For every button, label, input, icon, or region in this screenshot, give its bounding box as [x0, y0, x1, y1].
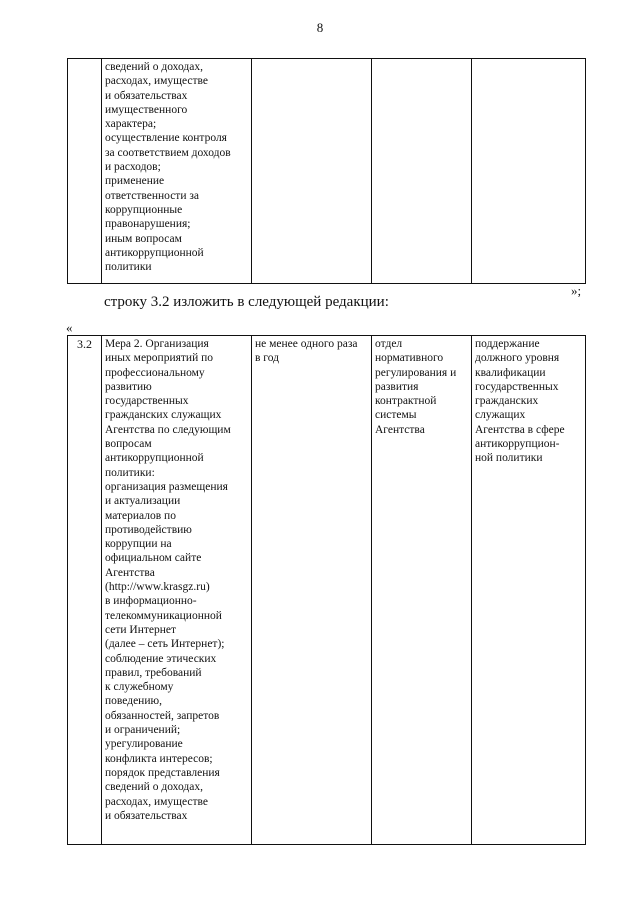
measure-line: ответственности за: [105, 189, 200, 202]
measure-line: применение: [105, 175, 165, 188]
measure-line: характера;: [105, 118, 157, 131]
measure-line: конфликта интересов;: [105, 752, 213, 765]
responsible-line: развития: [375, 380, 419, 393]
result-line: квалификации: [475, 366, 546, 379]
result-line: антикоррупцион-: [475, 438, 560, 451]
measure-line: сведений о доходах,: [105, 61, 203, 73]
result-line: поддержание: [475, 338, 540, 350]
result-line: Агентства в сфере: [475, 423, 565, 436]
measure-line: правонарушения;: [105, 218, 191, 231]
term-line: в год: [255, 352, 280, 365]
cell-measure: [102, 336, 252, 845]
cell-term: [252, 336, 372, 845]
measure-line: обязанностей, запретов: [105, 709, 220, 722]
measure-line: иных мероприятий по: [105, 352, 214, 365]
measure-line: расходах, имуществе: [105, 75, 209, 88]
responsible-line: нормативного: [375, 352, 444, 365]
cell-measure: [102, 59, 252, 284]
measure-line: иным вопросам: [105, 232, 182, 245]
measure-line: в информационно-: [105, 595, 197, 608]
measure-line: имущественного: [105, 103, 188, 116]
result-line: государственных: [475, 380, 559, 393]
measure-line: антикоррупционной: [105, 246, 204, 259]
measure-line: противодействию: [105, 523, 192, 536]
measure-line: коррупции на: [105, 538, 172, 551]
measure-line: официальном сайте: [105, 552, 202, 565]
cell-term: [252, 59, 372, 284]
measure-line: (http://www.krasgz.ru): [105, 581, 210, 594]
measure-line: и актуализации: [105, 495, 181, 508]
measure-line: политики: [105, 261, 152, 274]
measure-line: расходах, имуществе: [105, 795, 209, 808]
cell-number: 3.2: [68, 336, 102, 845]
measure-line: поведению,: [105, 695, 162, 708]
measure-line: соблюдение этических: [105, 652, 217, 665]
measure-line: коррупционные: [105, 203, 183, 216]
measure-line: профессиональному: [105, 366, 205, 379]
responsible-line: контрактной: [375, 395, 437, 408]
measure-line: урегулирование: [105, 738, 183, 751]
amendment-instruction: строку 3.2 изложить в следующей редакции:: [104, 294, 389, 310]
measure-line: организация размещения: [105, 480, 228, 493]
measure-line: политики:: [105, 466, 155, 479]
measure-line: за соответствием доходов: [105, 146, 231, 159]
measure-line: и обязательствах: [105, 809, 188, 822]
measure-line: сведений о доходах,: [105, 781, 203, 794]
responsible-line: Агентства: [375, 423, 425, 436]
measure-line: порядок представления: [105, 766, 220, 779]
measure-line: государственных: [105, 395, 189, 408]
result-line: должного уровня: [475, 352, 560, 365]
result-line: ной политики: [475, 452, 543, 465]
cell-result: [472, 336, 586, 845]
measure-line: правил, требований: [105, 666, 202, 679]
measure-line: Агентства по следующим: [105, 423, 231, 436]
previous-table-continuation: [67, 58, 586, 284]
measure-line: Мера 2. Организация: [105, 338, 209, 350]
page-number: 8: [316, 20, 324, 35]
measure-line: сети Интернет: [105, 623, 177, 636]
term-line: не менее одного раза: [255, 338, 358, 350]
row-3-2-table: [67, 335, 586, 845]
measure-line: (далее – сеть Интернет);: [105, 638, 225, 651]
table-row: [68, 59, 586, 284]
cell-responsible: [372, 336, 472, 845]
opening-quote: «: [66, 320, 73, 335]
cell-responsible: [372, 59, 472, 284]
measure-line: антикоррупционной: [105, 452, 204, 465]
table-row: [68, 336, 586, 845]
cell-number: [68, 59, 102, 284]
result-line: служащих: [475, 409, 526, 422]
measure-line: телекоммуникационной: [105, 609, 222, 622]
result-line: гражданских: [475, 395, 539, 408]
measure-line: развитию: [105, 380, 152, 393]
measure-line: материалов по: [105, 509, 176, 522]
measure-line: Агентства: [105, 566, 155, 579]
measure-line: осуществление контроля: [105, 132, 227, 145]
measure-line: и ограничений;: [105, 724, 181, 737]
measure-line: к служебному: [105, 681, 174, 694]
responsible-line: системы: [375, 409, 417, 422]
closing-quote: »;: [571, 283, 582, 298]
measure-line: вопросам: [105, 438, 152, 451]
responsible-line: регулирования и: [375, 366, 457, 379]
responsible-line: отдел: [375, 338, 403, 350]
measure-line: гражданских служащих: [105, 409, 222, 422]
measure-line: и расходов;: [105, 161, 161, 174]
measure-line: и обязательствах: [105, 89, 188, 102]
cell-result: [472, 59, 586, 284]
